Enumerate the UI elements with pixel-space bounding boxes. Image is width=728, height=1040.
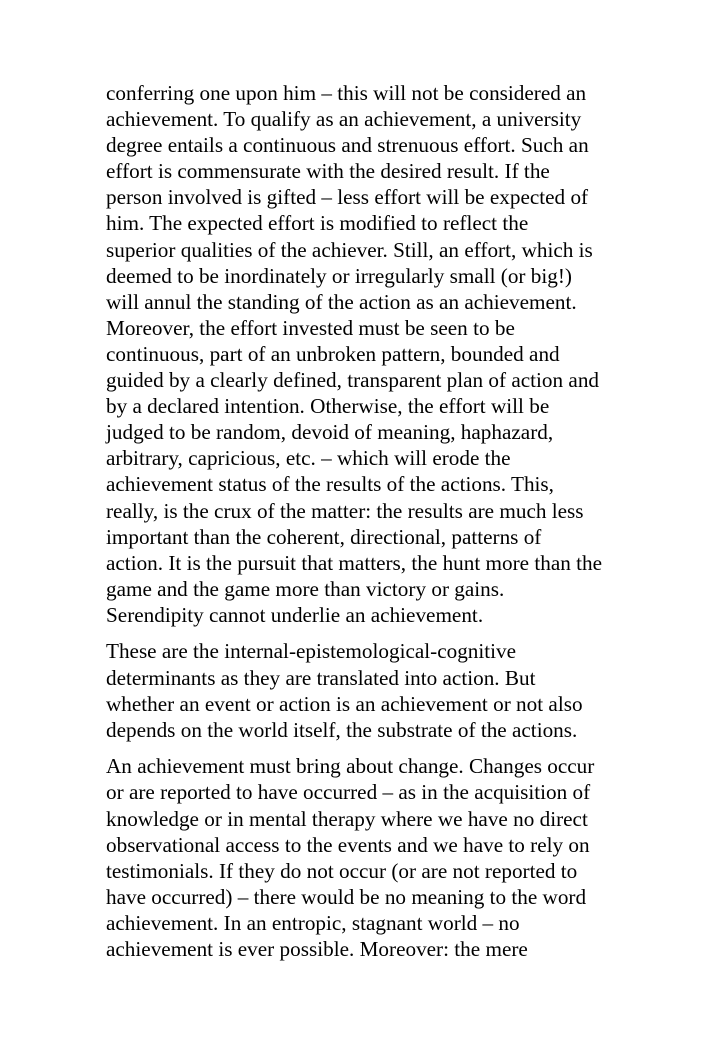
text-line: have occurred) – there would be no meaning to the word — [106, 884, 587, 909]
text-line: achievement. In an entropic, stagnant world – no — [106, 910, 520, 935]
paragraph-3 — [106, 753, 636, 962]
text-line: will annul the standing of the action as an achievement. — [106, 289, 577, 314]
text-line: or are reported to have occurred – as in the acquisition of — [106, 780, 591, 805]
text-line: conferring one upon him – this will not be considered an — [106, 81, 587, 105]
text-line: depends on the world itself, the substrate of the actions. — [106, 717, 578, 742]
text-line: whether an event or action is an achievement or not also — [106, 691, 583, 716]
text-line: Serendipity cannot underlie an achievement. — [106, 602, 484, 627]
text-line: These are the internal-epistemological-cognitive — [106, 639, 517, 664]
text-line: degree entails a continuous and strenuous effort. Such an — [106, 133, 589, 158]
text-line: judged to be random, devoid of meaning, haphazard, — [106, 420, 554, 445]
text-line: determinants as they are translated into action. But — [106, 665, 536, 690]
text-line: observational access to the events and we have to rely on — [106, 832, 590, 857]
text-line: arbitrary, capricious, etc. – which will erode the — [106, 446, 511, 471]
paragraph-1 — [106, 80, 636, 628]
text-line: deemed to be inordinately or irregularly small (or big!) — [106, 263, 572, 288]
paragraph-2 — [106, 638, 636, 742]
text-line: achievement status of the results of the actions. This, — [106, 472, 554, 497]
text-line: achievement is ever possible. Moreover: the mere — [106, 937, 528, 961]
text-line: continuous, part of an unbroken pattern, bounded and — [106, 341, 560, 366]
text-line: superior qualities of the achiever. Still, an effort, which is — [106, 237, 593, 262]
text-line: game and the game more than victory or gains. — [106, 576, 505, 601]
text-line: knowledge or in mental therapy where we have no direct — [106, 806, 588, 831]
text-line: person involved is gifted – less effort will be expected of — [106, 185, 589, 210]
text-line: An achievement must bring about change. Changes occur — [106, 754, 595, 779]
body-text — [106, 80, 636, 973]
text-line: him. The expected effort is modified to reflect the — [106, 211, 529, 236]
text-line: effort is commensurate with the desired result. If the — [106, 159, 550, 184]
text-line: really, is the crux of the matter: the results are much less — [106, 498, 584, 523]
text-line: testimonials. If they do not occur (or are not reported to — [106, 858, 578, 883]
text-line: important than the coherent, directional, patterns of — [106, 524, 542, 549]
text-line: guided by a clearly defined, transparent plan of action and — [106, 368, 600, 393]
text-line: action. It is the pursuit that matters, the hunt more than the — [106, 550, 603, 575]
text-line: Moreover, the effort invested must be seen to be — [106, 315, 515, 340]
text-line: achievement. To qualify as an achievement, a university — [106, 107, 582, 132]
text-line: by a declared intention. Otherwise, the effort will be — [106, 394, 550, 419]
